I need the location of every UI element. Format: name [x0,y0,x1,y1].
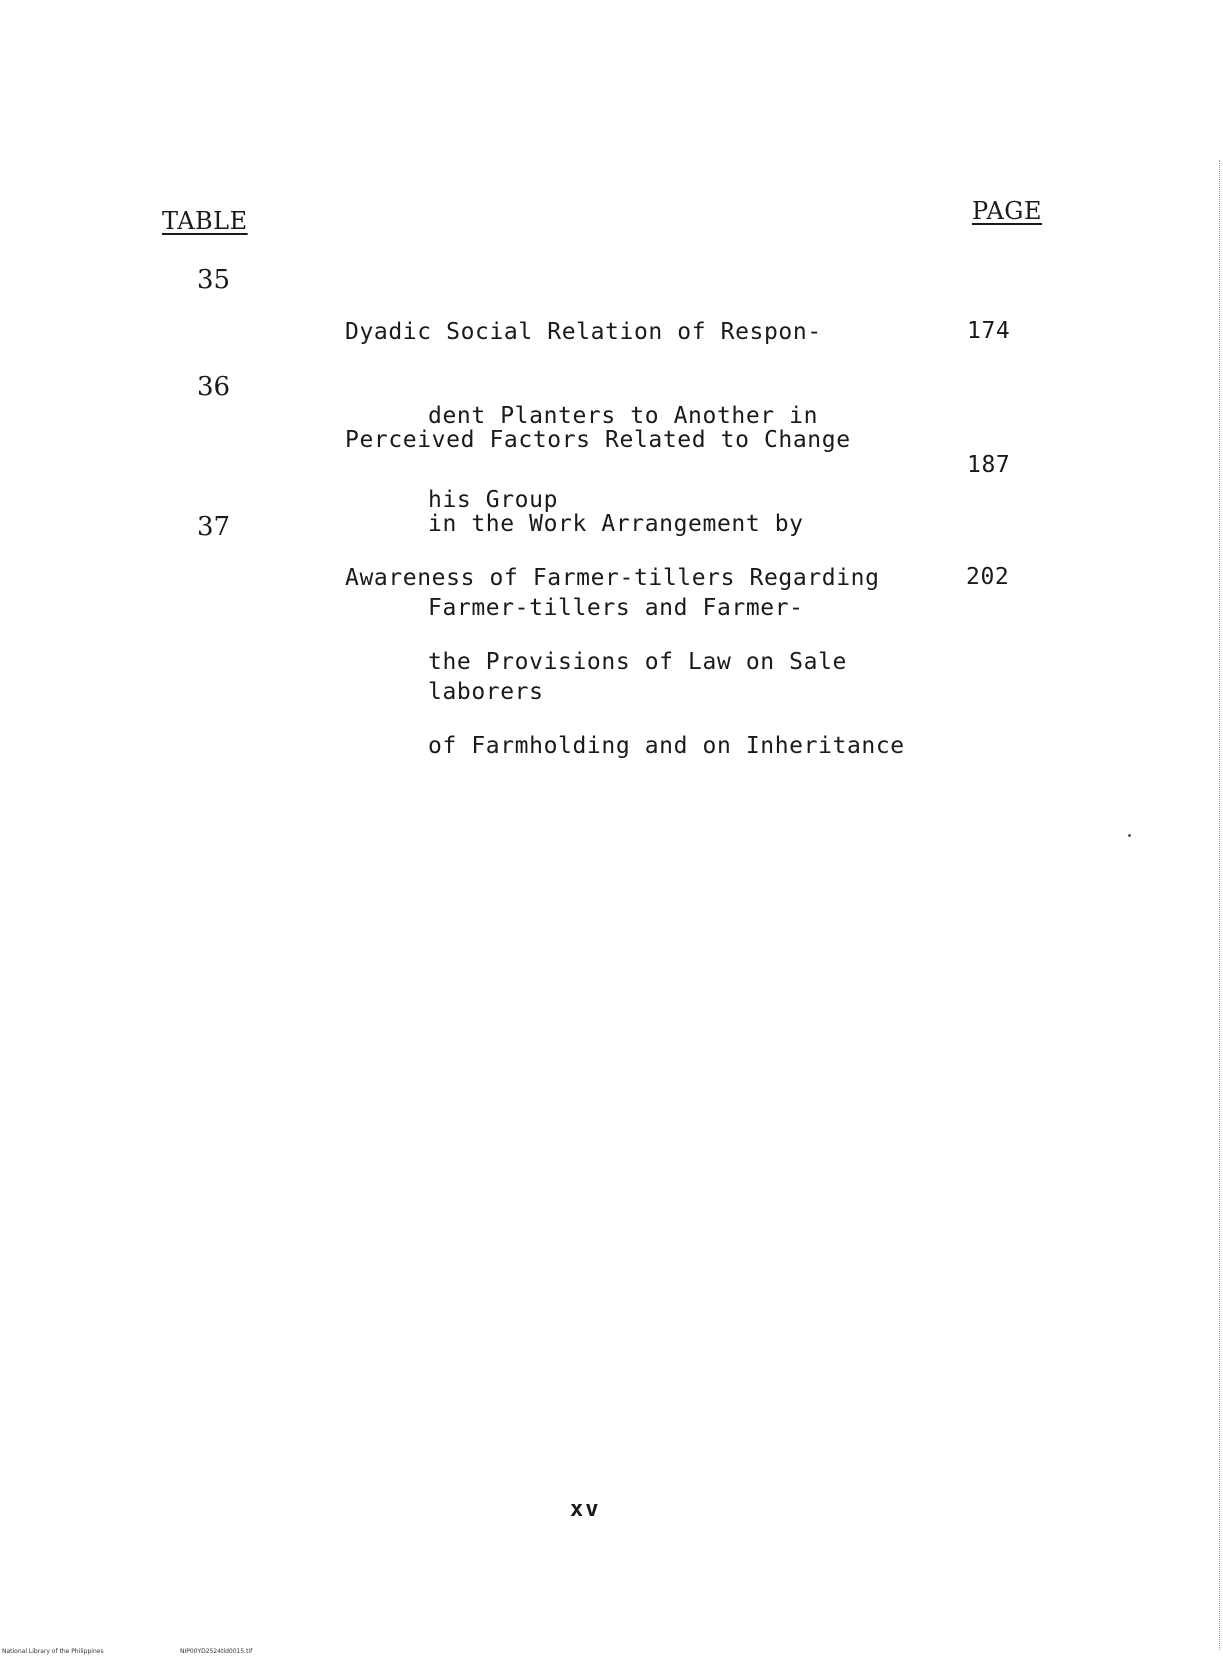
entry-title-line: laborers [428,679,544,705]
entry-title-line: Awareness of Farmer-tillers Regarding [345,565,880,591]
entry-title-line: in the Work Arrangement by [428,511,804,537]
table-column-heading: TABLE [162,207,248,235]
entry-title [345,508,905,788]
entry-title-line: Perceived Factors Related to Change [345,427,851,453]
page-column-heading: PAGE [972,197,1042,225]
entry-page-number: 202 [966,564,1010,590]
entry-number: 37 [197,512,231,542]
footer-library-label: National Library of the Philippines [2,1648,104,1655]
entry-title-line: the Provisions of Law on Sale [428,649,847,675]
entry-number: 36 [197,372,231,402]
scanned-page-edge [1219,160,1223,1650]
entry-title-line: Farmer-tillers and Farmer- [428,595,804,621]
scan-speck [1128,834,1131,837]
entry-title-line: Dyadic Social Relation of Respon- [345,319,822,345]
entry-title-line: dent Planters to Another in [428,403,819,429]
entry-title-line: his Group [428,487,559,513]
entry-page-number: 174 [967,318,1011,344]
entry-page-number: 187 [967,452,1011,478]
footer-file-label: NIP00YD2524tld0015.tif [180,1648,253,1655]
page-number: xv [570,1497,601,1522]
entry-title-line: of Farmholding and on Inheritance [428,733,905,759]
entry-number: 35 [197,265,231,295]
